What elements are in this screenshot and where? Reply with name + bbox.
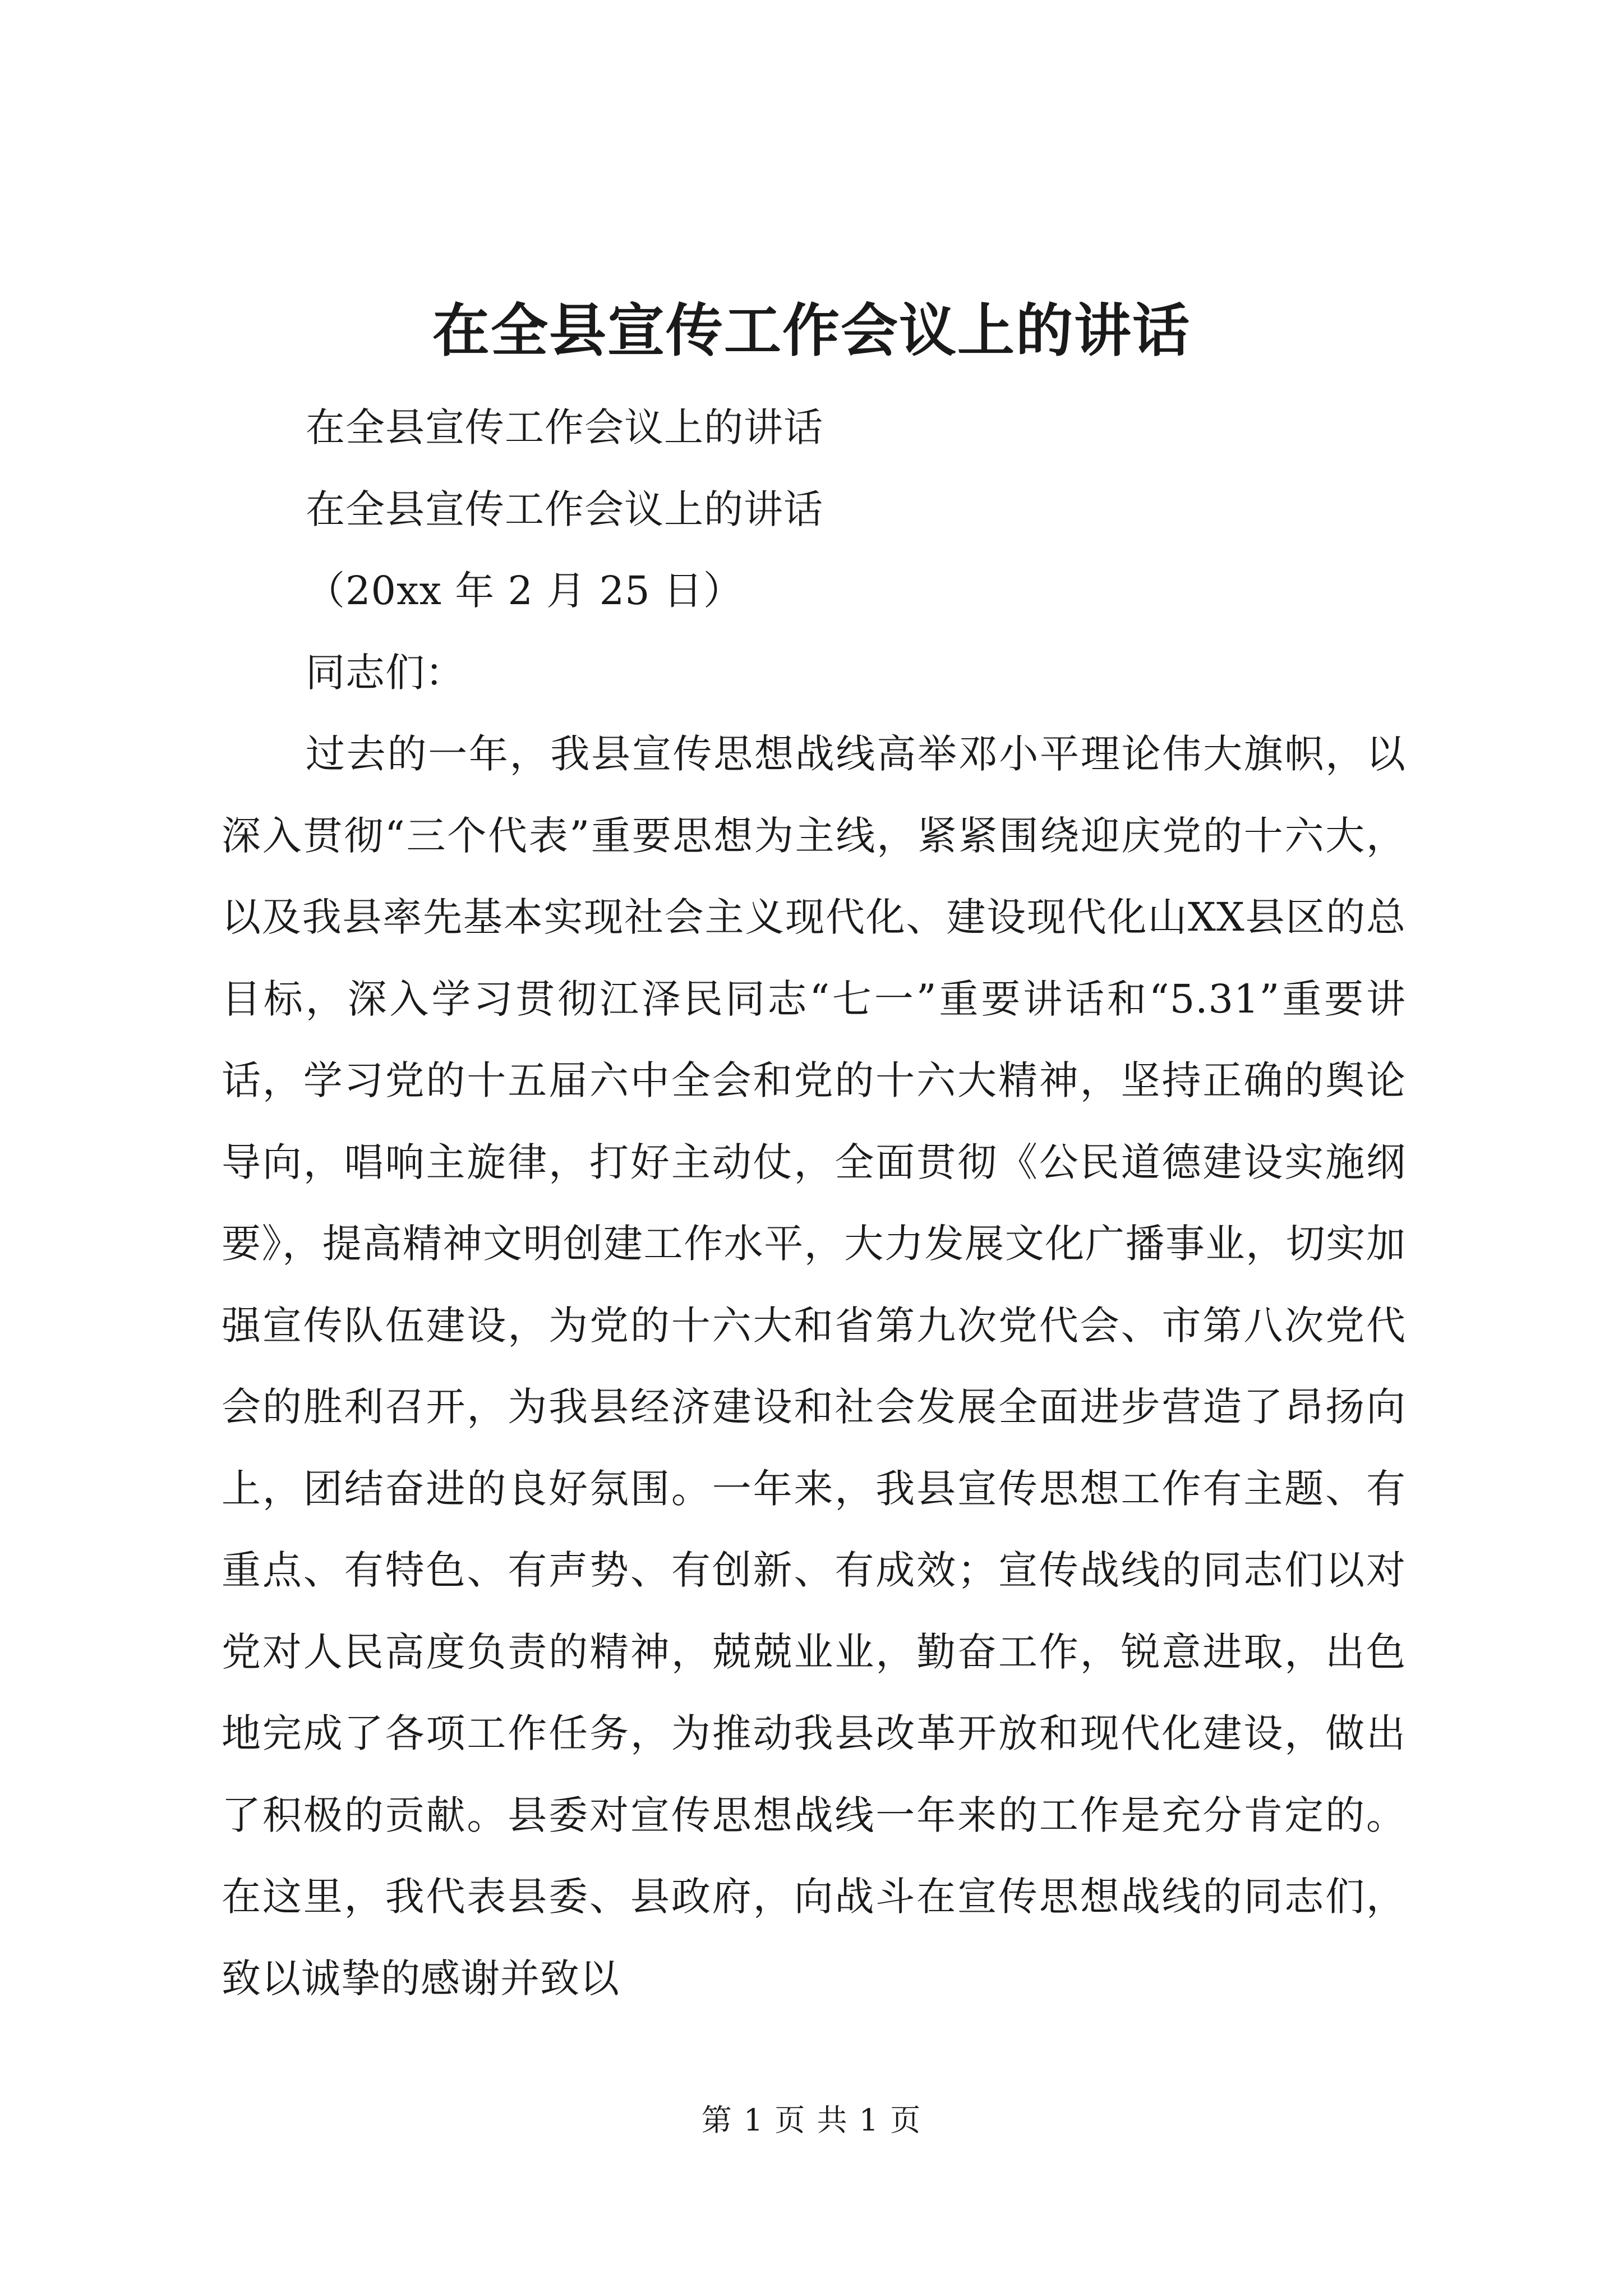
page-footer: 第 1 页 共 1 页 [701, 2102, 922, 2138]
body-paragraph: 过去的一年，我县宣传思想战线高举邓小平理论伟大旗帜，以深入贯彻“三个代表”重要思想为主线，紧紧围绕迎庆党的十六大，以及我县率先基本实现社会主义现代化、建设现代化山XX县区的总目标，深入学习贯彻江泽民同志“七一”重要讲话和“5.31”重要讲话，学习党的十五届六中全会和党的十六大精神，坚持正确的舆论导向，唱响主旋律，打好主动仗，全面贯彻《公民道德建设实施纲要》，提高精神文明创建工作水平，大力发展文化广播事业，切实加强宣传队伍建设，为党的十六大和省第九次党代会、市第八次党代会的胜利召开，为我县经济建设和社会发展全面进步营造了昂扬向上，团结奋进的良好氛围。一年来，我县宣传思想工作有主题、有重点、有特色、有声势、有创新、有成效；宣传战线的同志们以对党对人民高度负责的精神，兢兢业业，勤奋工作，锐意进取，出色地完成了各项工作任务，为推动我县改革开放和现代化建设，做出了积极的贡献。县委对宣传思想战线一年来的工作是充分肯定的。在这里，我代表县委、县政府，向战斗在宣传思想战线的同志们，致以诚挚的感谢并致以 [222, 731, 1406, 2001]
document-title: 在全县宣传工作会议上的讲话 [432, 297, 1191, 365]
document-body [222, 387, 1406, 2019]
subtitle-line-2: 在全县宣传工作会议上的讲话 [306, 486, 823, 532]
salutation: 同志们： [306, 649, 465, 696]
date-line: （20xx 年 2 月 25 日） [306, 568, 743, 614]
subtitle-line-1: 在全县宣传工作会议上的讲话 [306, 404, 823, 450]
